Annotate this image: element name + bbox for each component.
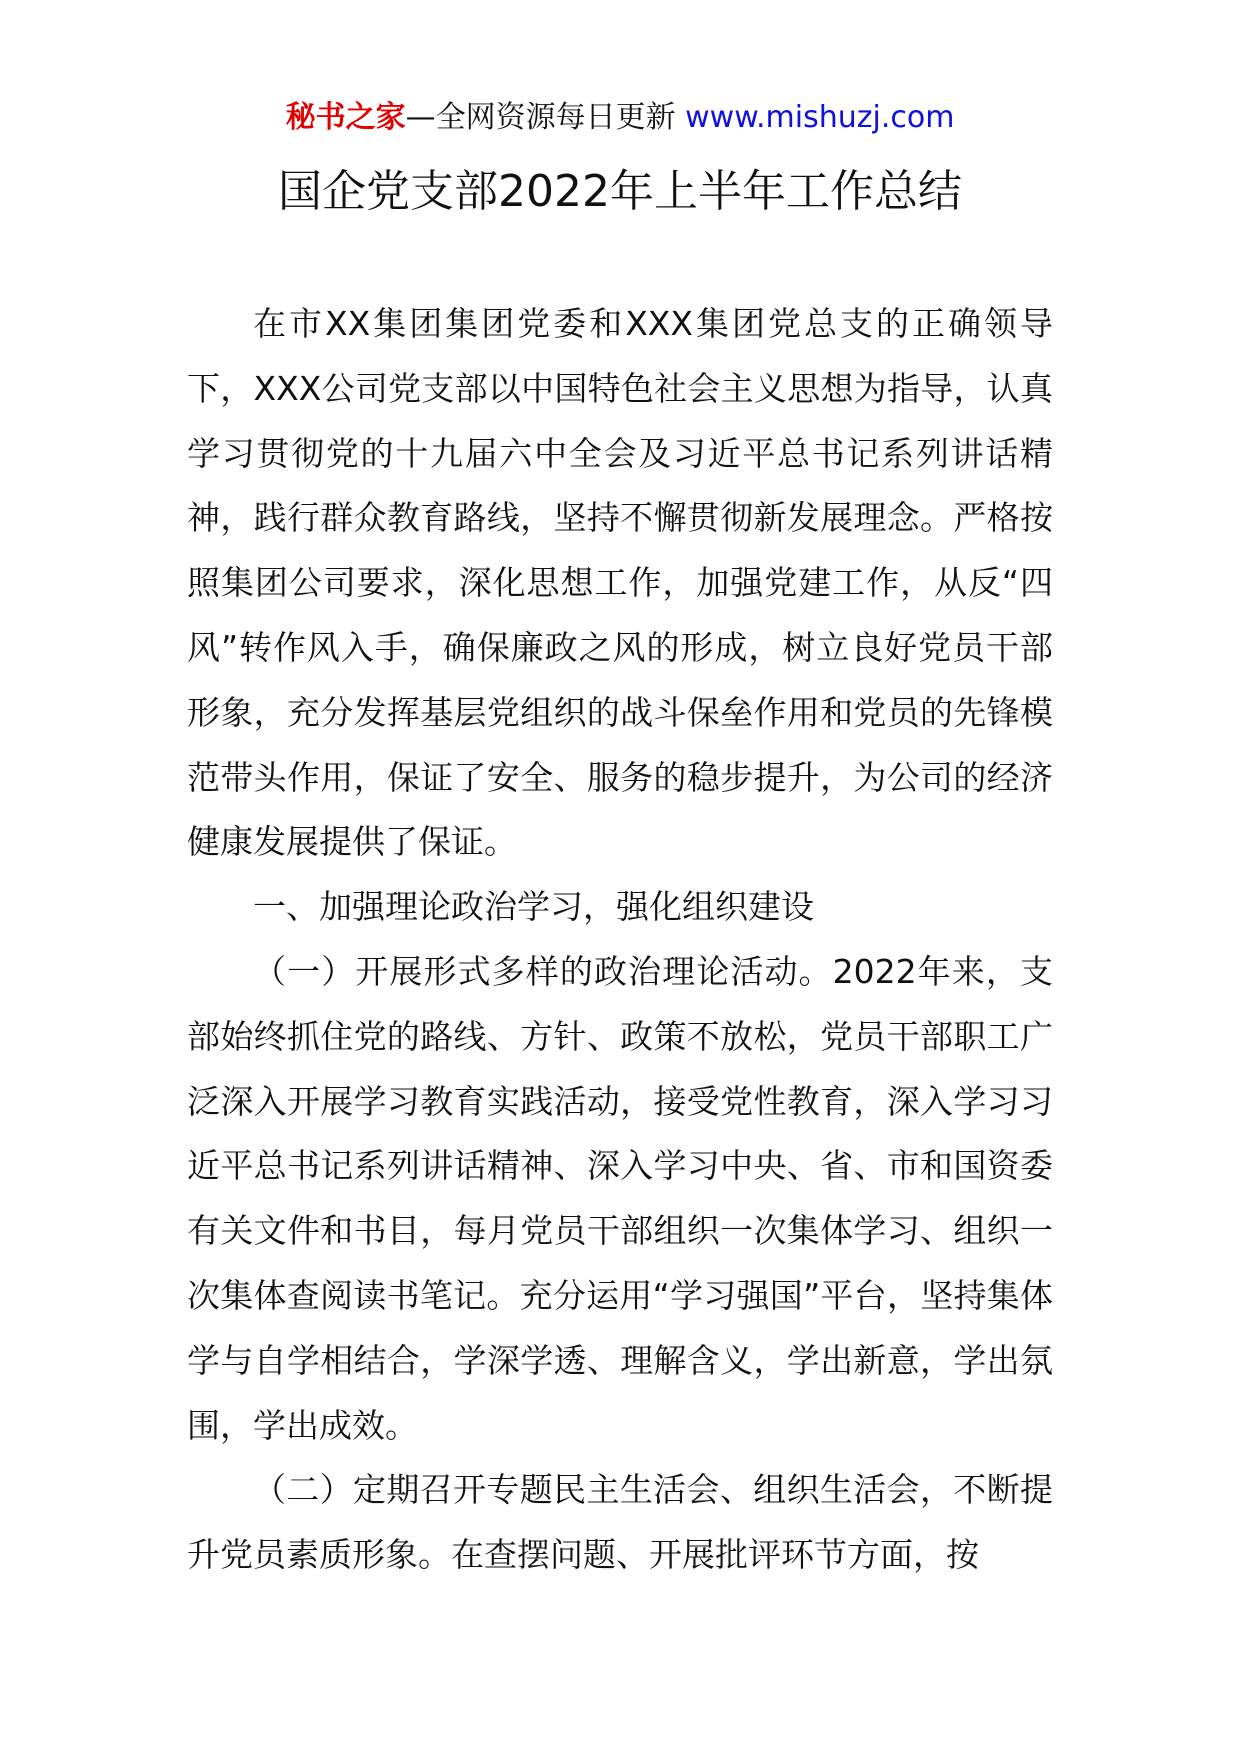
document-title: 国企党支部2022年上半年工作总结 xyxy=(278,166,962,217)
section-heading: 一、加强理论政治学习，强化组织建设 xyxy=(253,887,814,927)
brand-name: 秘书之家 xyxy=(285,100,406,135)
site-url-link[interactable]: www.mishuzj.com xyxy=(685,100,955,135)
body-paragraph: （一）开展形式多样的政治理论活动。2022年来，支部始终抓住党的路线、方针、政策不放松，党员干部职工广泛深入开展学习教育实践活动，接受党性教育，深入学习习近平总书记系列讲话精神、深入学习中央、省、市和国资委有关文件和书目，每月党员干部组织一次集体学习、组织一次集体查阅读书笔记。充分运用“学习强国”平台，坚持集体学与自学相结合，学深学透、理解含义，学出新意，学出氛围，学出成效。 xyxy=(187,951,1053,1445)
document-body xyxy=(187,292,1053,1588)
intro-paragraph: 在市XX集团集团党委和XXX集团党总支的正确领导下，XXX公司党支部以中国特色社会主义思想为指导，认真学习贯彻党的十九届六中全会及习近平总书记系列讲话精神，践行群众教育路线，坚持不懈贯彻新发展理念。严格按照集团公司要求，深化思想工作，加强党建工作，从反“四风”转作风入手，确保廉政之风的形成，树立良好党员干部形象，充分发挥基层党组织的战斗保垒作用和党员的先锋模范带头作用，保证了安全、服务的稳步提升，为公司的经济健康发展提供了保证。 xyxy=(187,304,1053,862)
header-slogan: —全网资源每日更新 xyxy=(405,100,676,135)
body-paragraph: （二）定期召开专题民主生活会、组织生活会，不断提升党员素质形象。在查摆问题、开展批评环节方面，按 xyxy=(187,1470,1053,1575)
site-header xyxy=(0,98,1240,138)
